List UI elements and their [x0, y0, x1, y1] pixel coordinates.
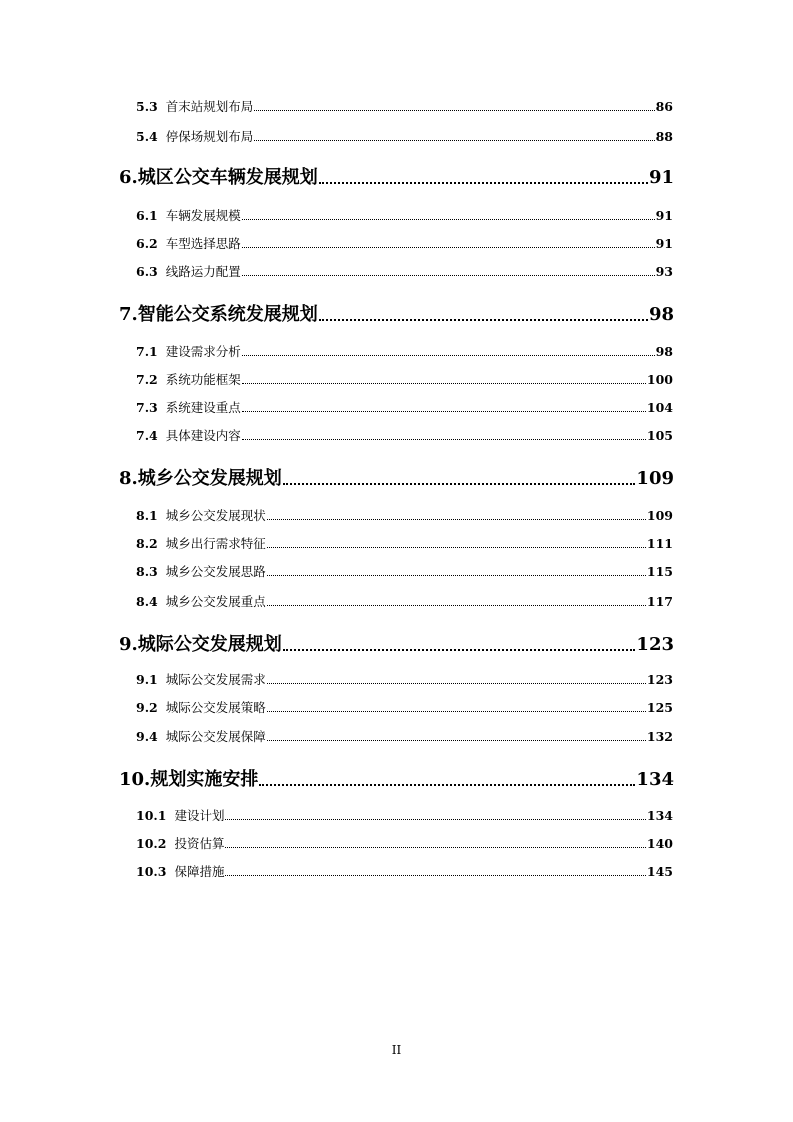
toc-entry-page: 100	[646, 372, 673, 387]
toc-section-entry[interactable]	[136, 342, 673, 360]
toc-section-entry[interactable]	[136, 398, 673, 416]
toc-entry-title: 城乡公交发展思路	[165, 564, 266, 579]
toc-entry-number: 5.4	[136, 129, 158, 144]
toc-entry-number: 7.1	[136, 344, 158, 359]
toc-leader-dots	[283, 649, 636, 651]
toc-entry-title: 首末站规划布局	[165, 99, 254, 114]
toc-entry-number: 7.2	[136, 372, 158, 387]
toc-section-entry[interactable]	[136, 206, 673, 224]
toc-section-entry[interactable]	[136, 534, 673, 552]
toc-entry-number: 6.1	[136, 208, 158, 223]
toc-entry-number: 10.3	[136, 864, 167, 879]
toc-leader-dots	[242, 411, 646, 412]
toc-entry-page: 145	[646, 864, 673, 879]
toc-entry-number: 8.3	[136, 564, 158, 579]
toc-chapter-entry[interactable]	[119, 630, 674, 656]
toc-section-entry[interactable]	[136, 127, 673, 145]
toc-entry-title: 建设需求分析	[165, 344, 241, 359]
toc-leader-dots	[242, 275, 655, 276]
toc-leader-dots	[254, 110, 654, 111]
toc-entry-page: 91	[648, 167, 674, 188]
toc-entry-title: 系统功能框架	[165, 372, 241, 387]
toc-entry-number: 9.4	[136, 729, 158, 744]
toc-leader-dots	[267, 547, 646, 548]
toc-leader-dots	[319, 182, 648, 184]
toc-entry-number: 10.	[119, 769, 151, 790]
toc-entry-page: 88	[655, 129, 673, 144]
toc-entry-page: 109	[636, 468, 674, 489]
toc-leader-dots	[225, 819, 645, 820]
toc-entry-title: 城乡公交发展重点	[165, 594, 266, 609]
toc-leader-dots	[267, 575, 646, 576]
toc-section-entry[interactable]	[136, 506, 673, 524]
toc-section-entry[interactable]	[136, 698, 673, 716]
toc-leader-dots	[267, 519, 646, 520]
toc-leader-dots	[242, 439, 646, 440]
toc-entry-title: 车辆发展规模	[165, 208, 241, 223]
toc-entry-number: 10.1	[136, 808, 167, 823]
toc-entry-number: 6.3	[136, 264, 158, 279]
toc-entry-page: 86	[655, 99, 673, 114]
toc-entry-page: 93	[655, 264, 673, 279]
toc-entry-page: 123	[636, 634, 674, 655]
toc-section-entry[interactable]	[136, 806, 673, 824]
toc-section-entry[interactable]	[136, 262, 673, 280]
toc-section-entry[interactable]	[136, 234, 673, 252]
toc-entry-number: 6.2	[136, 236, 158, 251]
toc-entry-number: 10.2	[136, 836, 167, 851]
toc-entry-page: 132	[646, 729, 673, 744]
toc-leader-dots	[242, 355, 655, 356]
toc-entry-title: 城际公交发展策略	[165, 700, 266, 715]
toc-entry-page: 134	[636, 769, 674, 790]
toc-entry-title: 保障措施	[174, 864, 225, 879]
toc-section-entry[interactable]	[136, 834, 673, 852]
toc-leader-dots	[267, 683, 646, 684]
toc-section-entry[interactable]	[136, 727, 673, 745]
toc-entry-number: 7.	[119, 304, 138, 325]
toc-leader-dots	[225, 875, 645, 876]
toc-entry-page: 134	[646, 808, 673, 823]
toc-chapter-entry[interactable]	[119, 464, 674, 490]
toc-section-entry[interactable]	[136, 97, 673, 115]
toc-entry-title: 城乡出行需求特征	[165, 536, 266, 551]
toc-section-entry[interactable]	[136, 562, 673, 580]
toc-section-entry[interactable]	[136, 862, 673, 880]
toc-entry-title: 城际公交发展保障	[165, 729, 266, 744]
toc-entry-title: 城际公交发展规划	[137, 634, 282, 655]
toc-entry-title: 规划实施安排	[150, 769, 259, 790]
toc-entry-title: 线路运力配置	[165, 264, 241, 279]
toc-entry-page: 105	[646, 428, 673, 443]
toc-entry-title: 车型选择思路	[165, 236, 241, 251]
toc-leader-dots	[267, 740, 646, 741]
toc-entry-page: 117	[646, 594, 673, 609]
toc-entry-number: 8.1	[136, 508, 158, 523]
toc-entry-title: 具体建设内容	[165, 428, 241, 443]
toc-entry-page: 104	[646, 400, 673, 415]
toc-entry-page: 98	[648, 304, 674, 325]
toc-leader-dots	[225, 847, 645, 848]
toc-entry-page: 140	[646, 836, 673, 851]
toc-entry-page: 125	[646, 700, 673, 715]
toc-leader-dots	[242, 383, 646, 384]
toc-leader-dots	[283, 483, 636, 485]
toc-chapter-entry[interactable]	[119, 163, 674, 189]
toc-leader-dots	[319, 319, 648, 321]
toc-entry-page: 109	[646, 508, 673, 523]
toc-entry-number: 8.4	[136, 594, 158, 609]
toc-entry-title: 城乡公交发展现状	[165, 508, 266, 523]
toc-leader-dots	[267, 711, 646, 712]
toc-entry-page: 111	[646, 536, 673, 551]
toc-entry-title: 投资估算	[174, 836, 225, 851]
toc-entry-page: 91	[655, 236, 673, 251]
toc-entry-number: 9.1	[136, 672, 158, 687]
toc-section-entry[interactable]	[136, 670, 673, 688]
toc-entry-number: 8.	[119, 468, 138, 489]
toc-section-entry[interactable]	[136, 592, 673, 610]
toc-section-entry[interactable]	[136, 370, 673, 388]
toc-entry-title: 建设计划	[174, 808, 225, 823]
toc-entry-number: 8.2	[136, 536, 158, 551]
toc-entry-number: 7.4	[136, 428, 158, 443]
toc-leader-dots	[242, 247, 655, 248]
toc-entry-number: 6.	[119, 167, 138, 188]
toc-entry-title: 停保场规划布局	[165, 129, 254, 144]
toc-leader-dots	[259, 784, 635, 786]
toc-entry-title: 智能公交系统发展规划	[137, 304, 318, 325]
page-number: II	[391, 1043, 402, 1057]
toc-section-entry[interactable]	[136, 426, 673, 444]
toc-entry-title: 系统建设重点	[165, 400, 241, 415]
toc-entry-number: 9.	[119, 634, 138, 655]
toc-entry-page: 123	[646, 672, 673, 687]
toc-entry-title: 城区公交车辆发展规划	[137, 167, 318, 188]
toc-entry-page: 91	[655, 208, 673, 223]
toc-leader-dots	[254, 140, 654, 141]
toc-entry-number: 7.3	[136, 400, 158, 415]
toc-entry-number: 5.3	[136, 99, 158, 114]
toc-leader-dots	[242, 219, 655, 220]
toc-entry-title: 城际公交发展需求	[165, 672, 266, 687]
toc-chapter-entry[interactable]	[119, 765, 674, 791]
toc-entry-number: 9.2	[136, 700, 158, 715]
toc-entry-page: 115	[646, 564, 673, 579]
toc-leader-dots	[267, 605, 646, 606]
toc-entry-page: 98	[655, 344, 673, 359]
toc-chapter-entry[interactable]	[119, 300, 674, 326]
toc-entry-title: 城乡公交发展规划	[137, 468, 282, 489]
